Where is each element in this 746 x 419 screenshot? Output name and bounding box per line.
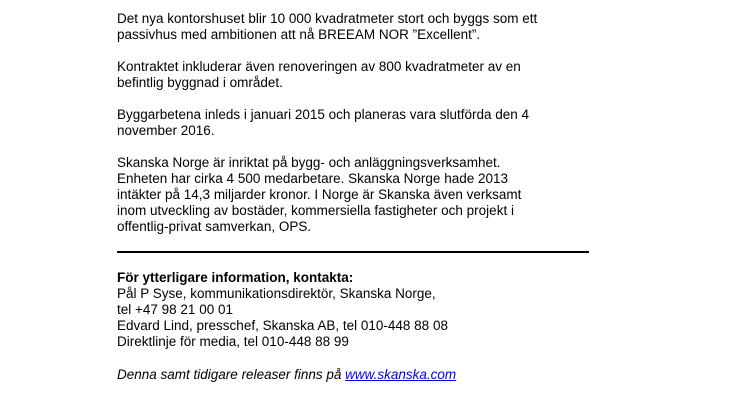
contact-line: Pål P Syse, kommunikationsdirektör, Skanska Norge, [117, 286, 436, 301]
text-line: Byggarbetena inleds i januari 2015 och planeras vara slutförda den 4 [117, 107, 530, 122]
text-line: Det nya kontorshuset blir 10 000 kvadratmeter stort och byggs som ett [117, 11, 538, 26]
text-line: inom utveckling av bostäder, kommersiella fastigheter och projekt i [117, 203, 514, 218]
text-line: passivhus med ambitionen att nå BREEAM NOR ”Excellent”. [117, 27, 481, 42]
releases-footer [117, 367, 597, 383]
text-line: november 2016. [117, 123, 215, 138]
contact-line: Direktlinje för media, tel 010-448 88 99 [117, 334, 349, 349]
section-divider [117, 251, 589, 253]
text-line: Enheten har cirka 4 500 medarbetare. Skanska Norge hade 2013 [117, 171, 509, 186]
contact-block [117, 270, 597, 350]
footer-text: Denna samt tidigare releaser finns på [117, 367, 346, 382]
contact-line: Edvard Lind, presschef, Skanska AB, tel 010-448 88 08 [117, 318, 448, 333]
paragraph-contract-scope [117, 59, 597, 91]
contact-heading: För ytterligare information, kontakta: [117, 270, 354, 285]
skanska-website-link[interactable]: www.skanska.com [345, 367, 457, 382]
contact-line: tel +47 98 21 00 01 [117, 302, 233, 317]
text-line: befintlig byggnad i området. [117, 75, 283, 90]
paragraph-office-building [117, 11, 597, 43]
text-line: Skanska Norge är inriktat på bygg- och anläggningsverksamhet. [117, 155, 501, 170]
press-release-body [117, 11, 597, 383]
text-line: intäkter på 14,3 miljarder kronor. I Norge är Skanska även verksamt [117, 187, 522, 202]
text-line: offentlig-privat samverkan, OPS. [117, 219, 312, 234]
paragraph-company-profile [117, 155, 597, 235]
text-line: Kontraktet inkluderar även renoveringen av 800 kvadratmeter av en [117, 59, 521, 74]
paragraph-schedule [117, 107, 597, 139]
